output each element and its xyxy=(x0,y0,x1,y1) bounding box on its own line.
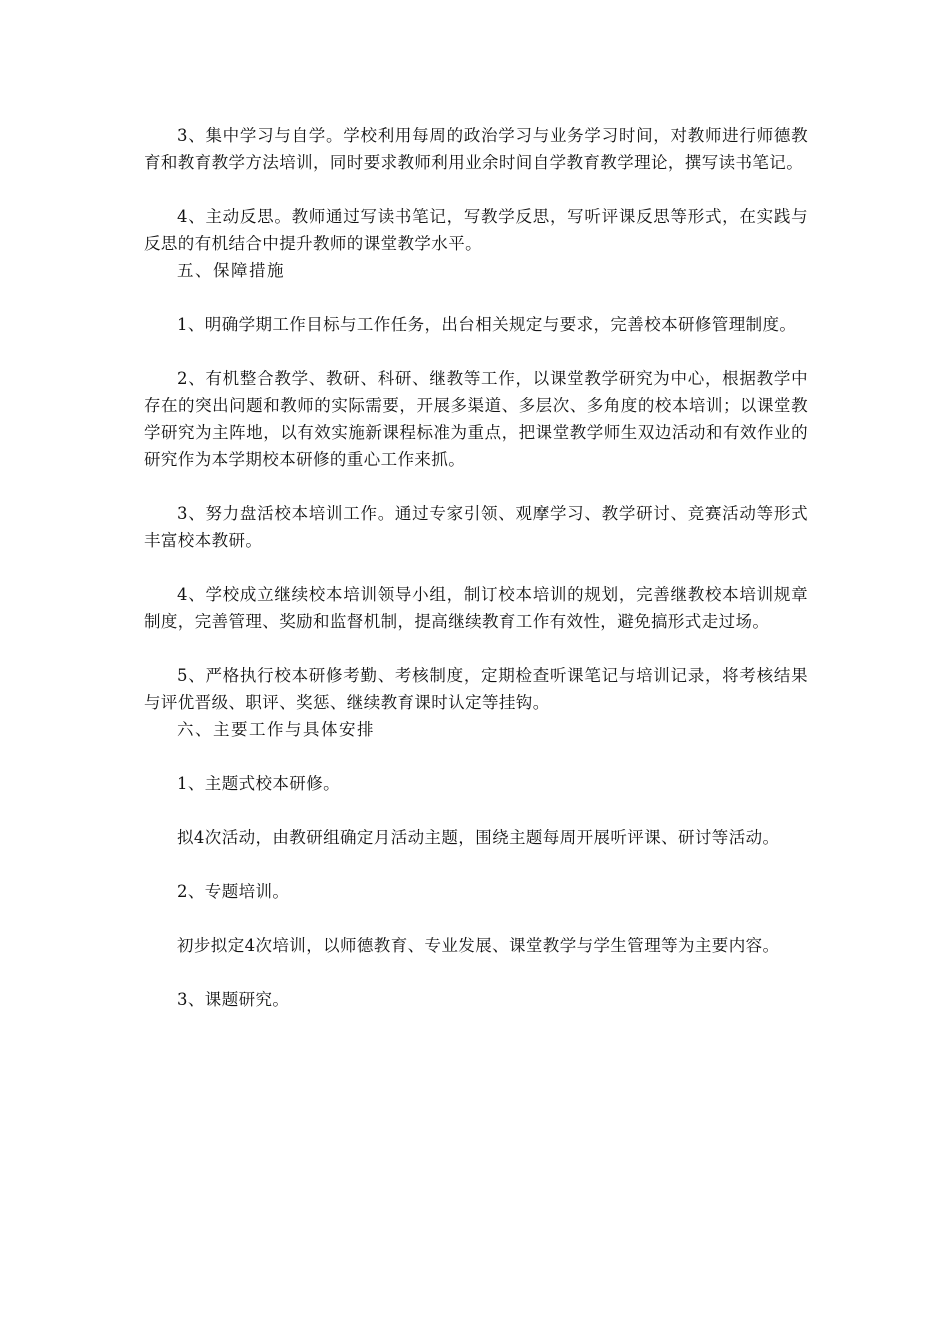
section-heading-work: 六、主要工作与具体安排 xyxy=(177,720,375,739)
paragraph-work-1-body: 拟4次活动，由教研组确定月活动主题，围绕主题每周开展听评课、研讨等活动。 xyxy=(177,828,780,847)
paragraph-study: 3、集中学习与自学。学校利用每周的政治学习与业务学习时间，对教师进行师德教育和教育教学方法培训，同时要求教师利用业余时间自学教育教学理论，撰写读书笔记。 xyxy=(144,126,808,172)
paragraph-guarantee-4: 4、学校成立继续校本培训领导小组，制订校本培训的规划，完善继教校本培训规章制度，完善管理、奖励和监督机制，提高继续教育工作有效性，避免搞形式走过场。 xyxy=(144,585,808,631)
paragraph-guarantee-2: 2、有机整合教学、教研、科研、继教等工作，以课堂教学研究为中心，根据教学中存在的突出问题和教师的实际需要，开展多渠道、多层次、多角度的校本培训；以课堂教学研究为主阵地，以有效实施新课程标准为重点，把课堂教学师生双边活动和有效作业的研究作为本学期校本研修的重心工作来抓。 xyxy=(144,369,808,469)
paragraph-guarantee-3: 3、努力盘活校本培训工作。通过专家引领、观摩学习、教学研讨、竞赛活动等形式丰富校本教研。 xyxy=(144,504,808,550)
paragraph-work-2-body: 初步拟定4次培训，以师德教育、专业发展、课堂教学与学生管理等为主要内容。 xyxy=(177,936,780,955)
paragraph-work-1-title: 1、主题式校本研修。 xyxy=(177,774,340,793)
paragraph-guarantee-1: 1、明确学期工作目标与工作任务，出台相关规定与要求，完善校本研修管理制度。 xyxy=(177,315,797,334)
paragraph-work-2-title: 2、专题培训。 xyxy=(177,882,290,901)
document-page xyxy=(144,122,808,1013)
paragraph-reflection: 4、主动反思。教师通过写读书笔记，写教学反思，写听评课反思等形式，在实践与反思的有机结合中提升教师的课堂教学水平。 xyxy=(144,207,808,253)
paragraph-guarantee-5: 5、严格执行校本研修考勤、考核制度，定期检查听课笔记与培训记录，将考核结果与评优晋级、职评、奖惩、继续教育课时认定等挂钩。 xyxy=(144,666,808,712)
section-heading-guarantee: 五、保障措施 xyxy=(177,261,285,280)
paragraph-work-3-title: 3、课题研究。 xyxy=(177,990,290,1009)
